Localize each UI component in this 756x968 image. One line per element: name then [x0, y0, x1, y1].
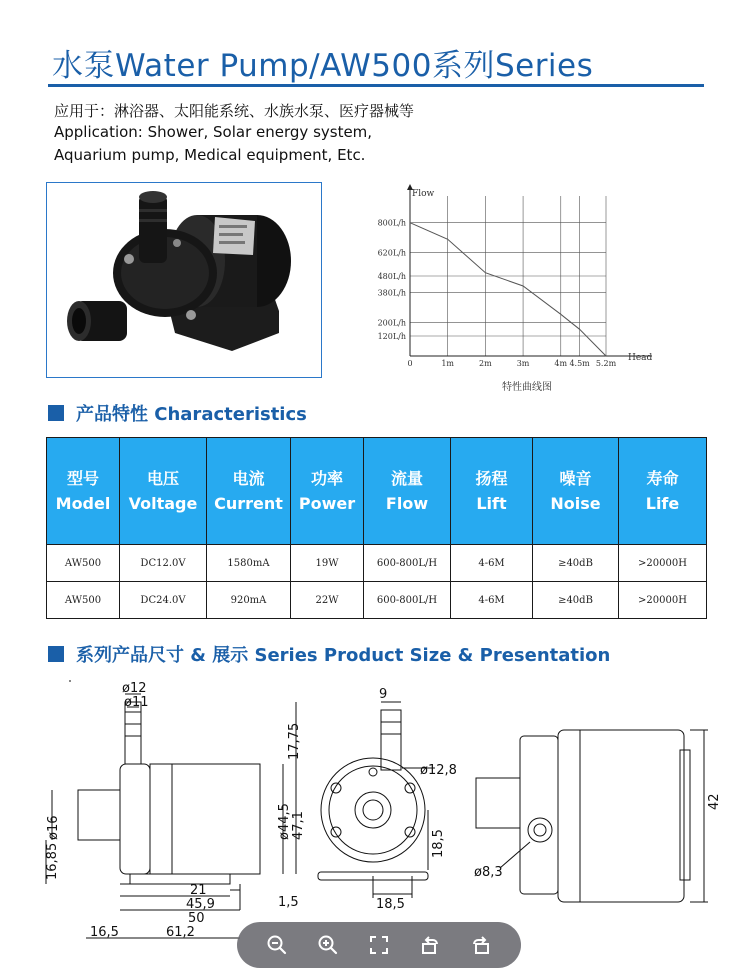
dim-d16: ø16: [46, 815, 61, 840]
table-cell: 19W: [291, 545, 364, 582]
column-header-en: Model: [55, 494, 111, 513]
chart-axes: [407, 184, 652, 356]
side-view-drawing: [70, 680, 260, 884]
heading-square-icon: [48, 405, 64, 421]
column-header-en: Power: [298, 494, 356, 513]
column-header-en: Voltage: [128, 494, 198, 513]
dim-w61_2: 61,2: [166, 925, 195, 940]
column-header-en: Flow: [385, 494, 429, 513]
x-tick-label: 4m: [554, 359, 568, 368]
heading-square-icon: [48, 646, 64, 662]
curve-svg: [360, 180, 708, 395]
column-header-cn: 噪音: [559, 469, 592, 488]
top-view-drawing: [476, 730, 690, 902]
table-cell: >20000H: [619, 582, 707, 619]
column-header-cn: 寿命: [646, 469, 679, 488]
column-header-cn: 电压: [146, 469, 179, 488]
characteristics-heading-text: 产品特性 Characteristics: [76, 404, 307, 425]
front-view-drawing: [318, 710, 428, 880]
dim-h47_1: 47,1: [291, 811, 306, 840]
rotate-left-icon: [470, 934, 492, 956]
series-size-heading: [48, 641, 610, 667]
dim-w9: 9: [379, 687, 388, 702]
column-header-en: Lift: [476, 494, 507, 513]
zoom-in-icon: [317, 934, 339, 956]
table-cell: 22W: [291, 582, 364, 619]
characteristics-heading: [48, 400, 307, 426]
chart-caption: 特性曲线图: [502, 382, 552, 393]
table-cell: >20000H: [619, 545, 707, 582]
application-cn: 应用于：淋浴器、太阳能系统、水族水泵、医疗器械等: [54, 102, 415, 120]
column-header-en: Noise: [550, 494, 601, 513]
table-cell: AW500: [47, 582, 120, 619]
zoom-in-button[interactable]: [313, 930, 343, 960]
title-divider: [48, 84, 704, 87]
column-header-cn: 型号: [66, 469, 99, 488]
dim-w18_5: 18,5: [376, 897, 405, 912]
x-tick-label: 2m: [479, 359, 492, 368]
dim-d12_8: ø12,8: [420, 763, 457, 778]
fullscreen-icon: [368, 934, 390, 956]
dim-d12: ø12: [122, 681, 147, 696]
table-cell: 4-6M: [451, 545, 533, 582]
zoom-out-button[interactable]: [262, 930, 292, 960]
characteristic-curve-chart: [360, 180, 708, 395]
table-header-row: [47, 438, 707, 545]
dim-w45_9: 45,9: [186, 897, 215, 912]
column-header-cn: 流量: [390, 469, 423, 488]
y-tick-label: 120L/h: [377, 332, 406, 341]
column-header-life: [619, 438, 707, 545]
column-header-voltage: [120, 438, 207, 545]
column-header-cn: 功率: [310, 469, 343, 488]
table-cell: DC12.0V: [120, 545, 207, 582]
chart-grid: [410, 196, 606, 356]
dim-w50: 50: [188, 911, 205, 926]
table-cell: 4-6M: [451, 582, 533, 619]
page-title: 水泵Water Pump/AW500系列Series: [52, 48, 594, 84]
column-header-model: [47, 438, 120, 545]
dim-w21: 21: [190, 883, 207, 898]
pump-image: [47, 183, 321, 377]
dim-h42: 42: [707, 793, 722, 810]
application-en-line2: Aquarium pump, Medical equipment, Etc.: [54, 146, 366, 164]
rotate-left-button[interactable]: [466, 930, 496, 960]
zoom-out-icon: [266, 934, 288, 956]
y-tick-label: 620L/h: [377, 248, 406, 258]
y-tick-label: 200L/h: [377, 318, 406, 328]
dim-d8_3: ø8,3: [474, 865, 503, 880]
table-row: [47, 545, 707, 582]
column-header-cn: 电流: [232, 469, 265, 488]
column-header-cn: 扬程: [475, 469, 508, 488]
dim-w16_5: 16,5: [90, 925, 119, 940]
dim-w1_5: 1,5: [278, 895, 299, 910]
table-row: [47, 582, 707, 619]
application-en-line1: Application: Shower, Solar energy system,: [54, 123, 373, 141]
table-cell: 1580mA: [207, 545, 291, 582]
table-cell: 600-800L/H: [364, 582, 451, 619]
x-tick-label: 5.2m: [595, 359, 617, 368]
column-header-power: [291, 438, 364, 545]
y-axis-label: Flow: [412, 189, 435, 199]
table-cell: 920mA: [207, 582, 291, 619]
series-size-heading-text: 系列产品尺寸 & 展示 Series Product Size & Presentation: [76, 645, 611, 666]
product-photo: [46, 182, 322, 378]
y-tick-label: 800L/h: [377, 218, 406, 228]
x-tick-labels: [407, 359, 616, 368]
dim-d44_5: ø44,5: [277, 803, 292, 840]
column-header-en: Current: [214, 494, 283, 513]
x-tick-label: 4.5m: [569, 359, 590, 368]
column-header-lift: [451, 438, 533, 545]
fullscreen-button[interactable]: [364, 930, 394, 960]
rotate-right-button[interactable]: [415, 930, 445, 960]
column-header-en: Life: [645, 494, 680, 513]
x-tick-label: 1m: [441, 359, 455, 368]
column-header-noise: [533, 438, 619, 545]
column-header-flow: [364, 438, 451, 545]
dim-h16_85: 16,85: [45, 842, 60, 880]
spec-table: [46, 437, 707, 619]
y-tick-label: 380L/h: [377, 288, 406, 298]
table-cell: AW500: [47, 545, 120, 582]
y-tick-labels: [378, 219, 406, 341]
dim-h18_5: 18,5: [431, 829, 446, 858]
x-tick-label: 3m: [516, 359, 530, 368]
table-cell: 600-800L/H: [364, 545, 451, 582]
dimension-drawings: [40, 680, 740, 963]
table-body: [47, 545, 707, 619]
dim-h17_75: 17,75: [287, 722, 302, 760]
dim-d11: ø11: [124, 695, 149, 710]
x-tick-label: 0: [407, 359, 413, 368]
column-header-current: [207, 438, 291, 545]
viewer-toolbar: [237, 922, 521, 968]
y-tick-label: 480L/h: [377, 272, 406, 281]
rotate-right-icon: [419, 934, 441, 956]
table-cell: ≥40dB: [533, 582, 619, 619]
table-cell: ≥40dB: [533, 545, 619, 582]
x-axis-label: Head: [628, 353, 653, 363]
table-cell: DC24.0V: [120, 582, 207, 619]
